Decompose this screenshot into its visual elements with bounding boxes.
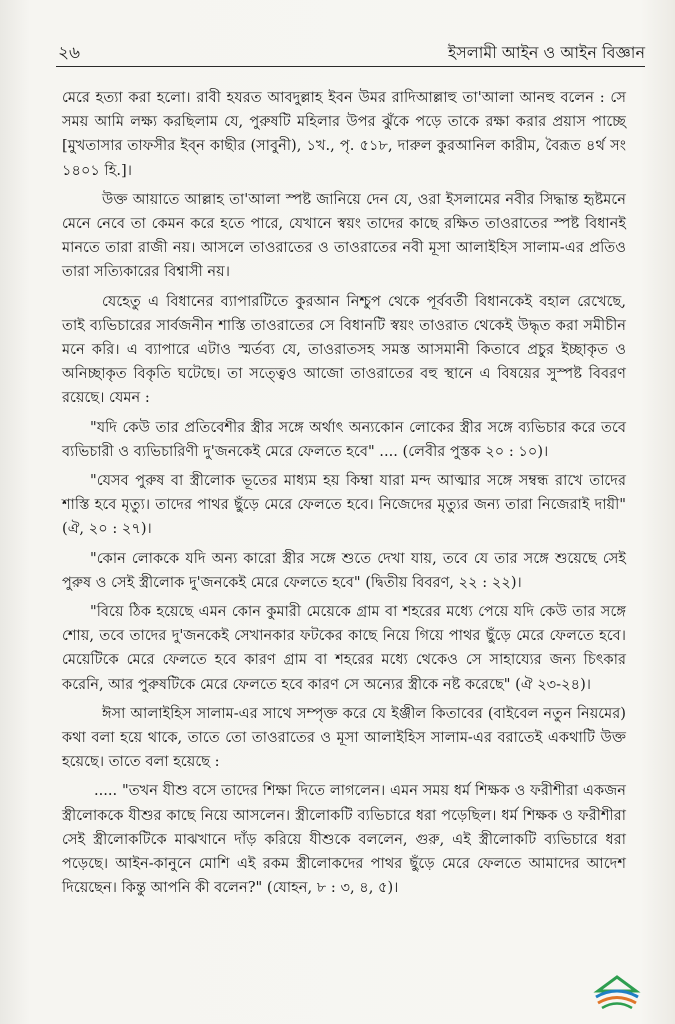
publisher-logo-icon xyxy=(592,975,642,1009)
quotation: ..... "তখন যীশু বসে তাদের শিক্ষা দিতে লাগলেন। এমন সময় ধর্ম শিক্ষক ও ফরীশীরা একজন স্ত্রীলোককে যীশুর কাছে নিয়ে আসলেন। স্ত্রীলোকটি ব্যভিচারে ধরা পড়েছিল। ধর্ম শিক্ষক ও ফরীশীরা সেই স্ত্রীলোকটিকে মাঝখানে দাঁড় করিয়ে যীশুকে বললেন, গুরু, এই স্ত্রীলোকটি ব্যভিচারে ধরা পড়েছে। আইন-কানুনে মোশি এই রকম স্ত্রীলোকদের পাথর ছুঁড়ে মেরে ফেলতে আমাদের আদেশ দিয়েছেন। কিন্তু আপনি কী বলেন?" (যোহন, ৮ : ৩, ৪, ৫)। xyxy=(62,782,626,897)
quotation: "যদি কেউ তার প্রতিবেশীর স্ত্রীর সঙ্গে অর্থাৎ অন্যকোন লোকের স্ত্রীর সঙ্গে ব্যভিচার করে তবে ব্যভিচারী ও ব্যভিচারিণী দু'জনকেই মেরে ফেলতে হবে" .... (লেবীর পুস্তক ২০ : ১০)। xyxy=(62,418,626,460)
paragraph: উক্ত আয়াতে আল্লাহ তা'আলা স্পষ্ট জানিয়ে দেন যে, ওরা ইসলামের নবীর সিদ্ধান্ত হৃষ্টমনে মেনে নেবে তা কেমন করে হতে পারে, যেখানে স্বয়ং তাদের কাছে রক্ষিত তাওরাতের স্পষ্ট বিধানই মানতে তারা রাজী নয়। আসলে তাওরাতের ও তাওরাতের নবী মূসা আলাইহিস সালাম-এর প্রতিও তারা সত্যিকারের বিশ্বাসী নয়। xyxy=(62,190,626,281)
paragraph-continuation: মেরে হত্যা করা হলো। রাবী হযরত আবদুল্লাহ ইবন উমর রাদিআল্লাহু তা'আলা আনহু বলেন : সে সময় আমি লক্ষ্য করছিলাম যে, পুরুষটি মহিলার উপর ঝুঁকে পড়ে তাকে রক্ষা করার প্রয়াস পাচ্ছে [মুখতাসার তাফসীর ইব্‌ন কাছীর (সাবুনী), ১খ., পৃ. ৫১৮, দারুল কুরআনিল কারীম, বৈরূত ৪র্থ সং ১৪০১ হি.]। xyxy=(62,89,626,179)
page-number: ২৬ xyxy=(58,43,81,63)
body-text xyxy=(62,86,626,906)
quotation: "কোন লোককে যদি অন্য কারো স্ত্রীর সঙ্গে শুতে দেখা যায়, তবে যে তার সঙ্গে শুয়েছে সেই পুরুষ ও সেই স্ত্রীলোক দু'জনকেই মেরে ফেলতে হবে" (দ্বিতীয় বিবরণ, ২২ : ২২)। xyxy=(62,549,626,591)
quotation: "বিয়ে ঠিক হয়েছে এমন কোন কুমারী মেয়েকে গ্রাম বা শহরের মধ্যে পেয়ে যদি কেউ তার সঙ্গে শোয়, তবে তাদের দু'জনকেই সেখানকার ফটকের কাছে নিয়ে গিয়ে পাথর ছুঁড়ে মেরে ফেলতে হবে। মেয়েটিকে মেরে ফেলতে হবে কারণ গ্রাম বা শহরের মধ্যে থেকেও সে সাহায্যের জন্য চিৎকার করেনি, আর পুরুষটিকে মেরে ফেলতে হবে কারণ সে অন্যের স্ত্রীকে নষ্ট করেছে" (ঐ ২৩-২৪)। xyxy=(62,603,626,693)
page-header xyxy=(56,40,645,67)
quotation: "যেসব পুরুষ বা স্ত্রীলোক ভূতের মাধ্যম হয় কিম্বা যারা মন্দ আত্মার সঙ্গে সম্বন্ধ রাখে তাদের শাস্তি হবে মৃত্যু। তাদের পাথর ছুঁড়ে মেরে ফেলতে হবে। নিজেদের মৃত্যুর জন্য তারা নিজেরাই দায়ী" (ঐ, ২০ : ২৭)। xyxy=(62,472,626,538)
paragraph: ঈসা আলাইহিস সালাম-এর সাথে সম্পৃক্ত করে যে ইঞ্জীল কিতাবের (বাইবেল নতুন নিয়মের) কথা বলা হয়ে থাকে, তাতে তো তাওরাতের ও মূসা আলাইহিস সালাম-এর বরাতেই একথাটি উক্ত হয়েছে। তাতে বলা হয়েছে : xyxy=(62,704,626,771)
paragraph: যেহেতু এ বিধানের ব্যাপারটিতে কুরআন নিশ্চুপ থেকে পূর্ববর্তী বিধানকেই বহাল রেখেছে, তাই ব্যভিচারের সার্বজনীন শাস্তি তাওরাতের সে বিধানটি স্বয়ং তাওরাত থেকেই উদ্ধৃত করা সমীচীন মনে করি। এ ব্যাপারে এটাও স্মর্তব্য যে, তাওরাতসহ সমস্ত আসমানী কিতাবে প্রচুর ইচ্ছাকৃত ও অনিচ্ছাকৃত বিকৃতি ঘটেছে। তা সত্ত্বেও আজো তাওরাতের বহু স্থানে এ বিষয়ের সুস্পষ্ট বিবরণ রয়েছে। যেমন : xyxy=(62,292,626,407)
running-title: ইসলামী আইন ও আইন বিজ্ঞান xyxy=(447,43,645,62)
